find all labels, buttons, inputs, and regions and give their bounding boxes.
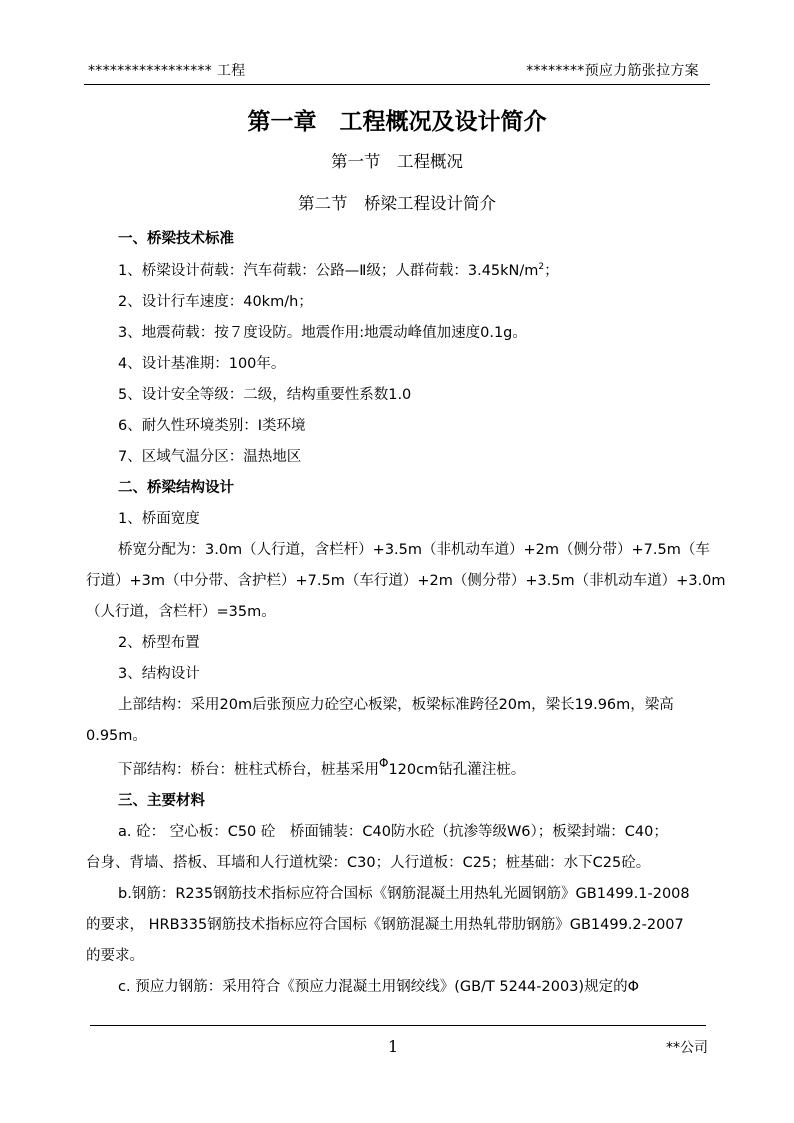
- standard-item-1: [118, 261, 559, 281]
- prestress-line-1: c. 预应力钢筋：采用符合《预应力混凝土用钢绞线》(GB/T 5244-2003)规定的Φ: [118, 979, 639, 995]
- rebar-line-3: 的要求。: [86, 948, 144, 964]
- rebar-line-1: b.钢筋：R235钢筋技术指标应符合国标《钢筋混凝土用热轧光圆钢筋》GB1499.1-2008: [118, 886, 690, 902]
- bridge-layout-subheading: 2、桥型布置: [118, 635, 200, 651]
- standard-item-3: 3、地震荷载：按７度设防。地震作用:地震动峰值加速度0.1g。: [118, 325, 527, 341]
- diameter-symbol: Φ: [379, 756, 389, 770]
- structure-design-subheading: 3、结构设计: [118, 666, 200, 682]
- superscript-2: 2: [538, 262, 545, 273]
- section1-title: 第一节 工程概况: [331, 152, 463, 171]
- standard-item-6: 6、耐久性环境类别：Ⅰ类环境: [118, 418, 306, 434]
- standard-item-2: 2、设计行车速度：40km/h；: [118, 294, 313, 310]
- substructure-line: [118, 756, 526, 780]
- width-text-line-1: 桥宽分配为：3.0m（人行道，含栏杆）+3.5m（非机动车道）+2m（侧分带）+7.5m（车: [118, 542, 710, 558]
- rebar-line-2: 的要求， HRB335钢筋技术指标应符合国标《钢筋混凝土用热轧带肋钢筋》GB1499.2-2007: [86, 917, 684, 933]
- header-left-project: ***************** 工程: [88, 63, 246, 79]
- header-divider: [84, 84, 710, 85]
- chapter-title: 第一章 工程概况及设计简介: [247, 109, 547, 135]
- standard-item-5: 5、设计安全等级：二级，结构重要性系数1.0: [118, 387, 412, 403]
- section2-title: 第二节 桥梁工程设计简介: [298, 194, 496, 213]
- part1-heading: 一、桥梁技术标准: [118, 231, 234, 247]
- width-text-line-2: 行道）+3m（中分带、含护栏）+7.5m（车行道）+2m（侧分带）+3.5m（非机动车道）+3.0m: [86, 573, 726, 589]
- substructure-text-end: 120cm钻孔灌注桩。: [388, 762, 526, 778]
- superstructure-line-2: 0.95m。: [86, 728, 147, 744]
- width-text-line-3: （人行道，含栏杆）=35m。: [86, 604, 276, 620]
- superstructure-line-1: 上部结构：采用20m后张预应力砼空心板梁，板梁标准跨径20m，梁长19.96m，梁高: [118, 697, 674, 713]
- header-right-plan: ********预应力筋张拉方案: [526, 63, 699, 79]
- standard-item-4: 4、设计基准期：100年。: [118, 356, 286, 372]
- footer-company: **公司: [666, 1040, 708, 1056]
- concrete-line-2: 台身、背墙、搭板、耳墙和人行道枕梁：C30；人行道板：C25；桩基础：水下C25砼。: [86, 855, 651, 871]
- page-number: 1: [388, 1037, 399, 1056]
- deck-width-subheading: 1、桥面宽度: [118, 511, 200, 527]
- footer-divider: [90, 1025, 706, 1026]
- standard-item-1-text: 1、桥梁设计荷载：汽车荷载：公路—Ⅱ级；人群荷载：3.45kN/m: [118, 263, 539, 279]
- substructure-text: 下部结构：桥台：桩柱式桥台，桩基采用: [118, 762, 379, 778]
- concrete-line-1: a. 砼： 空心板：C50 砼 桥面铺装：C40防水砼（抗渗等级W6）；板梁封端：C40；: [118, 824, 668, 840]
- part3-heading: 三、主要材料: [118, 793, 205, 809]
- standard-item-7: 7、区域气温分区：温热地区: [118, 449, 302, 465]
- standard-item-1-end: ；: [544, 263, 559, 279]
- part2-heading: 二、桥梁结构设计: [118, 480, 234, 496]
